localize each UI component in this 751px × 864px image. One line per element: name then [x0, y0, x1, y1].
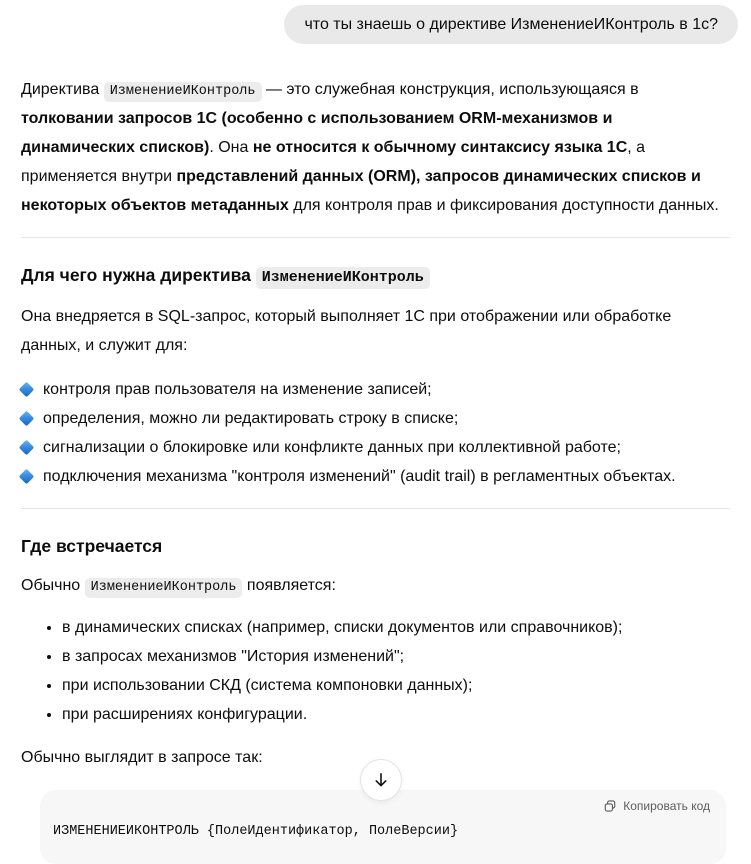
list-item: [21, 433, 730, 462]
intro-text: Директива: [21, 81, 104, 98]
intro-text: — это служебная конструкция, использующаяся в: [261, 81, 639, 98]
purpose-intro: Она внедряется в SQL-запрос, который выполняет 1С при отображении или обработке данных, и служит для:: [21, 308, 672, 354]
list-item: [21, 375, 730, 404]
copy-code-label: Копировать код: [623, 799, 710, 813]
copy-icon: [603, 799, 617, 813]
purpose-heading-text: Для чего нужна директива: [21, 265, 256, 285]
arrow-down-icon: [372, 771, 390, 789]
intro-text: для контроля прав и фиксирования доступности данных.: [288, 197, 719, 214]
list-item: • при расширениях конфигурации.: [62, 700, 730, 729]
user-message-row: [0, 0, 751, 44]
inline-code-chip: ИзменениеИКонтроль: [104, 82, 262, 102]
intro-bold: представлений данных (ORM), запросов динамических списков и некоторых объектов метаданных: [21, 168, 701, 214]
blue-diamond-icon: [19, 382, 35, 398]
inline-code-chip: ИзменениеИКонтроль: [85, 578, 243, 598]
user-message-bubble: что ты знаешь о директиве ИзменениеИКонтроль в 1с?: [284, 5, 738, 44]
code-block: [40, 790, 726, 864]
blue-diamond-icon: [19, 411, 35, 427]
list-item: • в запросах механизмов "История изменений";: [62, 642, 730, 671]
code-intro: Обычно выглядит в запросе так:: [21, 749, 263, 766]
assistant-message: [0, 75, 751, 864]
intro-paragraph: [21, 75, 730, 220]
blue-diamond-icon: [19, 440, 35, 456]
where-intro: [21, 571, 730, 600]
list-item: [21, 462, 730, 491]
list-item-text: подключения механизма "контроля изменений" (audit trail) в регламентных объектах.: [43, 468, 676, 485]
intro-text: , а применяется внутри: [21, 139, 646, 185]
list-item-text: контроля прав пользователя на изменение записей;: [43, 381, 432, 398]
list-item: • при использовании СКД (система компоновки данных);: [62, 671, 730, 700]
list-item-text: определения, можно ли редактировать строку в списке;: [43, 410, 459, 427]
where-heading: Где встречается: [21, 536, 163, 556]
blue-diamond-icon: [19, 469, 35, 485]
intro-text: . Она: [209, 139, 253, 156]
copy-code-button[interactable]: [603, 799, 710, 813]
list-item: • в динамических списках (например, списки документов или справочников);: [62, 613, 730, 642]
intro-bold: не относится к обычному синтаксису языка 1С: [252, 139, 628, 156]
intro-bold: толковании запросов 1С (особенно с использованием ORM-механизмов и динамических списков): [21, 110, 613, 156]
where-intro-text: Обычно: [21, 577, 85, 594]
purpose-list: [21, 375, 730, 491]
purpose-heading: [21, 263, 730, 289]
where-list: [21, 613, 730, 729]
inline-code-chip: ИзменениеИКонтроль: [256, 267, 430, 289]
scroll-to-bottom-button[interactable]: [360, 759, 402, 801]
list-item: [21, 404, 730, 433]
list-item-text: сигнализации о блокировке или конфликте данных при коллективной работе;: [43, 439, 621, 456]
code-content: ИЗМЕНЕНИЕИКОНТРОЛЬ {ПолеИдентификатор, ПолеВерсии}: [53, 824, 459, 839]
section-divider: [21, 508, 730, 509]
section-divider: [21, 237, 730, 238]
where-intro-text: появляется:: [242, 577, 336, 594]
